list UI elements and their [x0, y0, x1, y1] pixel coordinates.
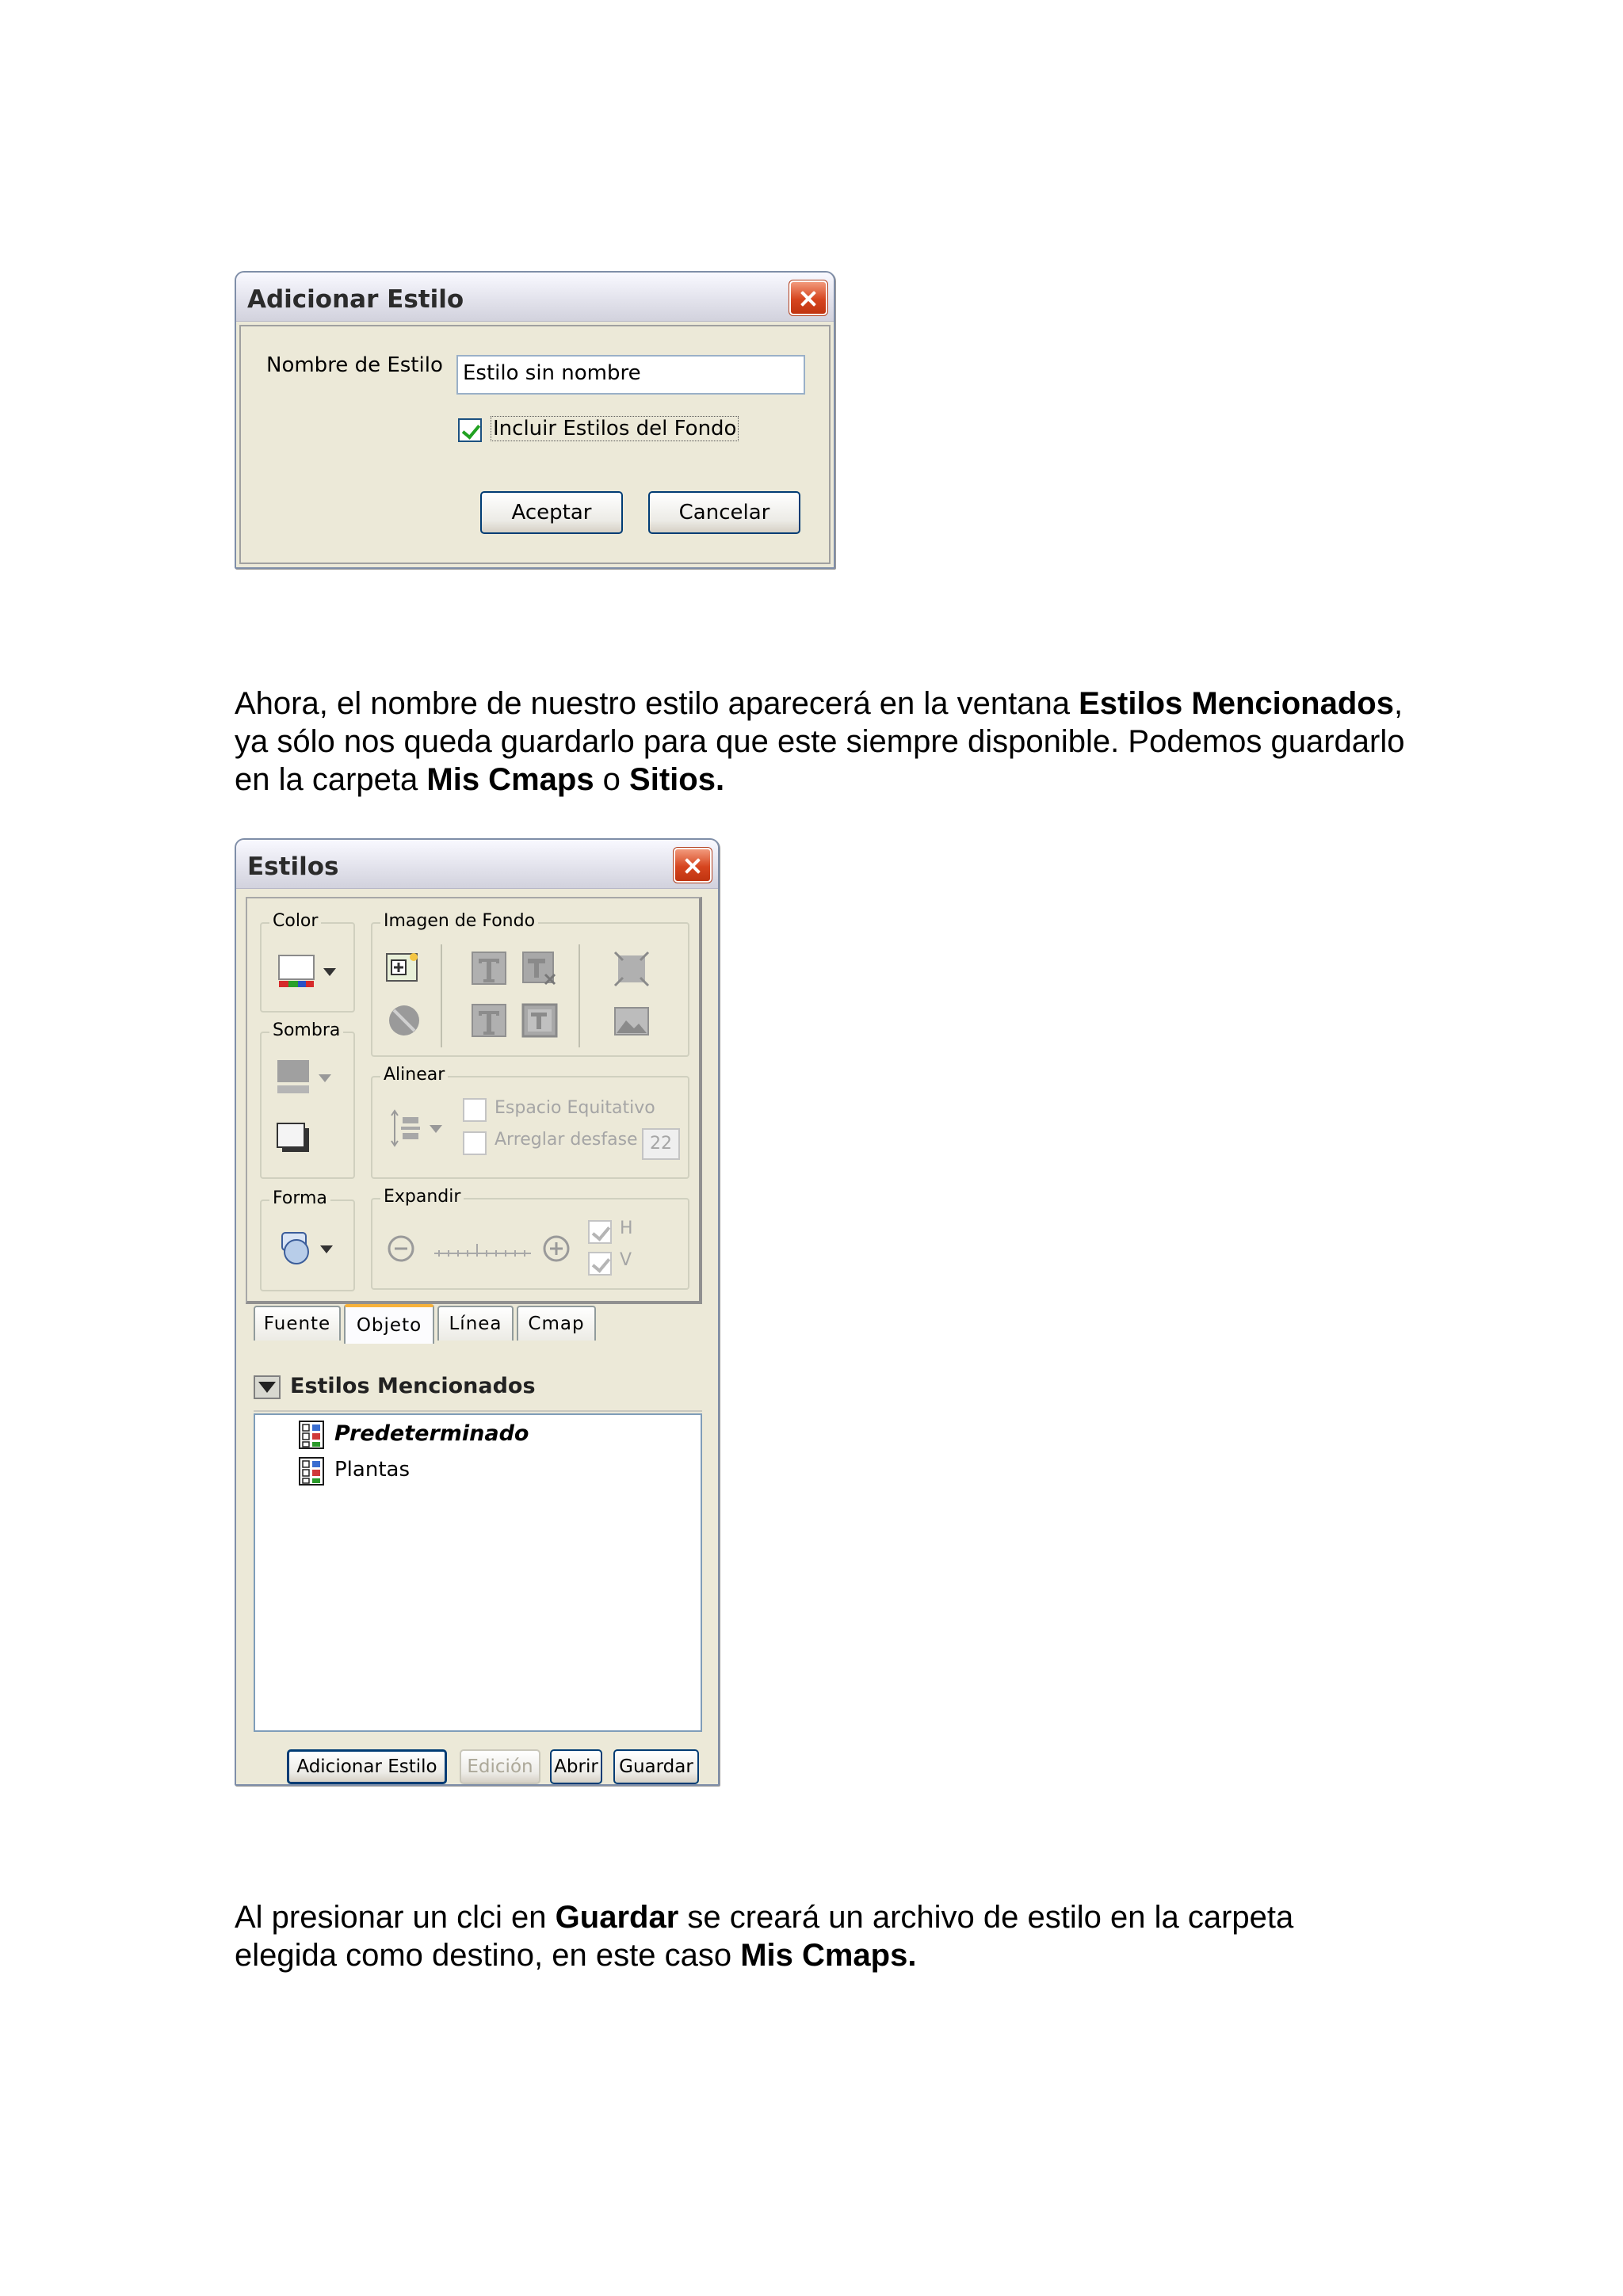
add-image-icon[interactable]: [385, 951, 423, 987]
color-group: [260, 911, 355, 1013]
edit-button: Edición: [460, 1749, 540, 1784]
styles-body: [239, 892, 715, 1781]
expand-h-label: H: [620, 1219, 633, 1238]
separator: [441, 944, 442, 1047]
expand-v-checkbox: [588, 1252, 612, 1276]
shape-group: [260, 1188, 355, 1291]
add-style-button[interactable]: Adicionar Estilo: [287, 1749, 447, 1784]
expand-h-checkbox: [588, 1220, 612, 1244]
align-group: [371, 1065, 689, 1179]
shape-icon[interactable]: [279, 1230, 342, 1269]
text-style-icon: [521, 1003, 559, 1039]
dialog-body: [239, 325, 831, 564]
expand-group-title: Expandir: [380, 1187, 464, 1207]
dialog-titlebar[interactable]: [236, 273, 834, 322]
paragraph-2-text-a: Al presionar un clci en: [235, 1900, 556, 1935]
styles-titlebar[interactable]: [236, 840, 718, 889]
align-icon: [388, 1109, 452, 1149]
style-item-label: Plantas: [334, 1458, 410, 1482]
paragraph-1: [235, 685, 1423, 799]
text-style-icon: [521, 951, 559, 987]
text-style-icon: [471, 1003, 509, 1039]
tab-objeto[interactable]: Objeto: [344, 1304, 434, 1344]
paragraph-2: [235, 1898, 1360, 1974]
styles-title: Estilos: [247, 852, 339, 881]
dialog-title: Adicionar Estilo: [247, 285, 464, 314]
tab-linea[interactable]: Línea: [437, 1306, 514, 1341]
save-button[interactable]: Guardar: [613, 1749, 699, 1784]
list-item[interactable]: [298, 1420, 615, 1451]
tab-fuente[interactable]: Fuente: [254, 1306, 341, 1341]
paragraph-2-bold-b: Mis Cmaps.: [740, 1938, 917, 1973]
include-background-checkbox[interactable]: [458, 418, 482, 442]
shadow-group-title: Sombra: [269, 1020, 343, 1040]
style-name-input[interactable]: Estilo sin nombre: [456, 355, 805, 395]
collapse-triangle-icon[interactable]: [254, 1375, 282, 1401]
expand-v-label: V: [620, 1250, 632, 1270]
expand-group: [371, 1187, 689, 1290]
list-item[interactable]: [298, 1456, 615, 1488]
paragraph-1-text-a: Ahora, el nombre de nuestro estilo aparecerá en la ventana: [235, 686, 1079, 721]
fix-offset-checkbox: [463, 1131, 487, 1155]
header-divider: [254, 1410, 702, 1412]
style-item-label: Predeterminado: [334, 1421, 529, 1446]
paragraph-2-text-b: se creará un archivo de estilo en la carpeta elegida como destino, en este caso: [235, 1900, 1294, 1973]
text-style-icon: [471, 951, 509, 987]
color-picker-icon[interactable]: [277, 952, 341, 992]
close-icon[interactable]: [674, 848, 712, 883]
shape-group-title: Forma: [269, 1188, 330, 1208]
mentioned-styles-header: Estilos Mencionados: [290, 1374, 536, 1398]
equal-spacing-checkbox: [463, 1098, 487, 1122]
paragraph-2-bold-a: Guardar: [555, 1900, 679, 1935]
styles-window: [235, 838, 720, 1786]
paragraph-1-bold-a: Estilos Mencionados: [1079, 686, 1394, 721]
equal-spacing-label: Espacio Equitativo: [495, 1098, 655, 1118]
close-icon[interactable]: [789, 280, 827, 315]
fix-offset-label: Arreglar desfase: [495, 1130, 638, 1150]
image-icon: [613, 1003, 651, 1039]
paragraph-1-bold-c: Sitios.: [629, 762, 725, 797]
cancel-button[interactable]: Cancelar: [648, 491, 800, 534]
image-fit-icon: [613, 951, 651, 987]
shadow-picker-icon[interactable]: [276, 1057, 339, 1104]
paragraph-1-text-b: , ya sólo nos queda guardarlo para que este siempre disponible. Podemos guardarlo en la carpeta: [235, 686, 1405, 797]
offset-value-field: 22: [642, 1128, 680, 1160]
shadow-group: [260, 1020, 355, 1179]
shadow-box-icon[interactable]: [276, 1122, 315, 1158]
no-image-icon[interactable]: [387, 1003, 425, 1039]
background-image-group: [371, 911, 689, 1057]
background-image-group-title: Imagen de Fondo: [380, 911, 538, 931]
add-style-dialog: [235, 271, 835, 569]
accept-button[interactable]: Aceptar: [480, 491, 623, 534]
expand-slider: [431, 1239, 534, 1263]
tab-cmap[interactable]: Cmap: [517, 1306, 596, 1341]
color-group-title: Color: [269, 911, 321, 931]
style-list[interactable]: [254, 1413, 702, 1732]
style-file-icon: [298, 1456, 327, 1486]
style-file-icon: [298, 1420, 327, 1450]
zoom-out-icon: [387, 1234, 418, 1266]
open-button[interactable]: Abrir: [550, 1749, 602, 1784]
paragraph-1-text-c: o: [594, 762, 630, 797]
separator: [579, 944, 580, 1047]
align-group-title: Alinear: [380, 1065, 448, 1085]
style-name-label: Nombre de Estilo: [266, 353, 443, 377]
paragraph-1-bold-b: Mis Cmaps: [426, 762, 594, 797]
include-background-label[interactable]: Incluir Estilos del Fondo: [493, 417, 737, 441]
zoom-in-icon: [542, 1234, 574, 1266]
